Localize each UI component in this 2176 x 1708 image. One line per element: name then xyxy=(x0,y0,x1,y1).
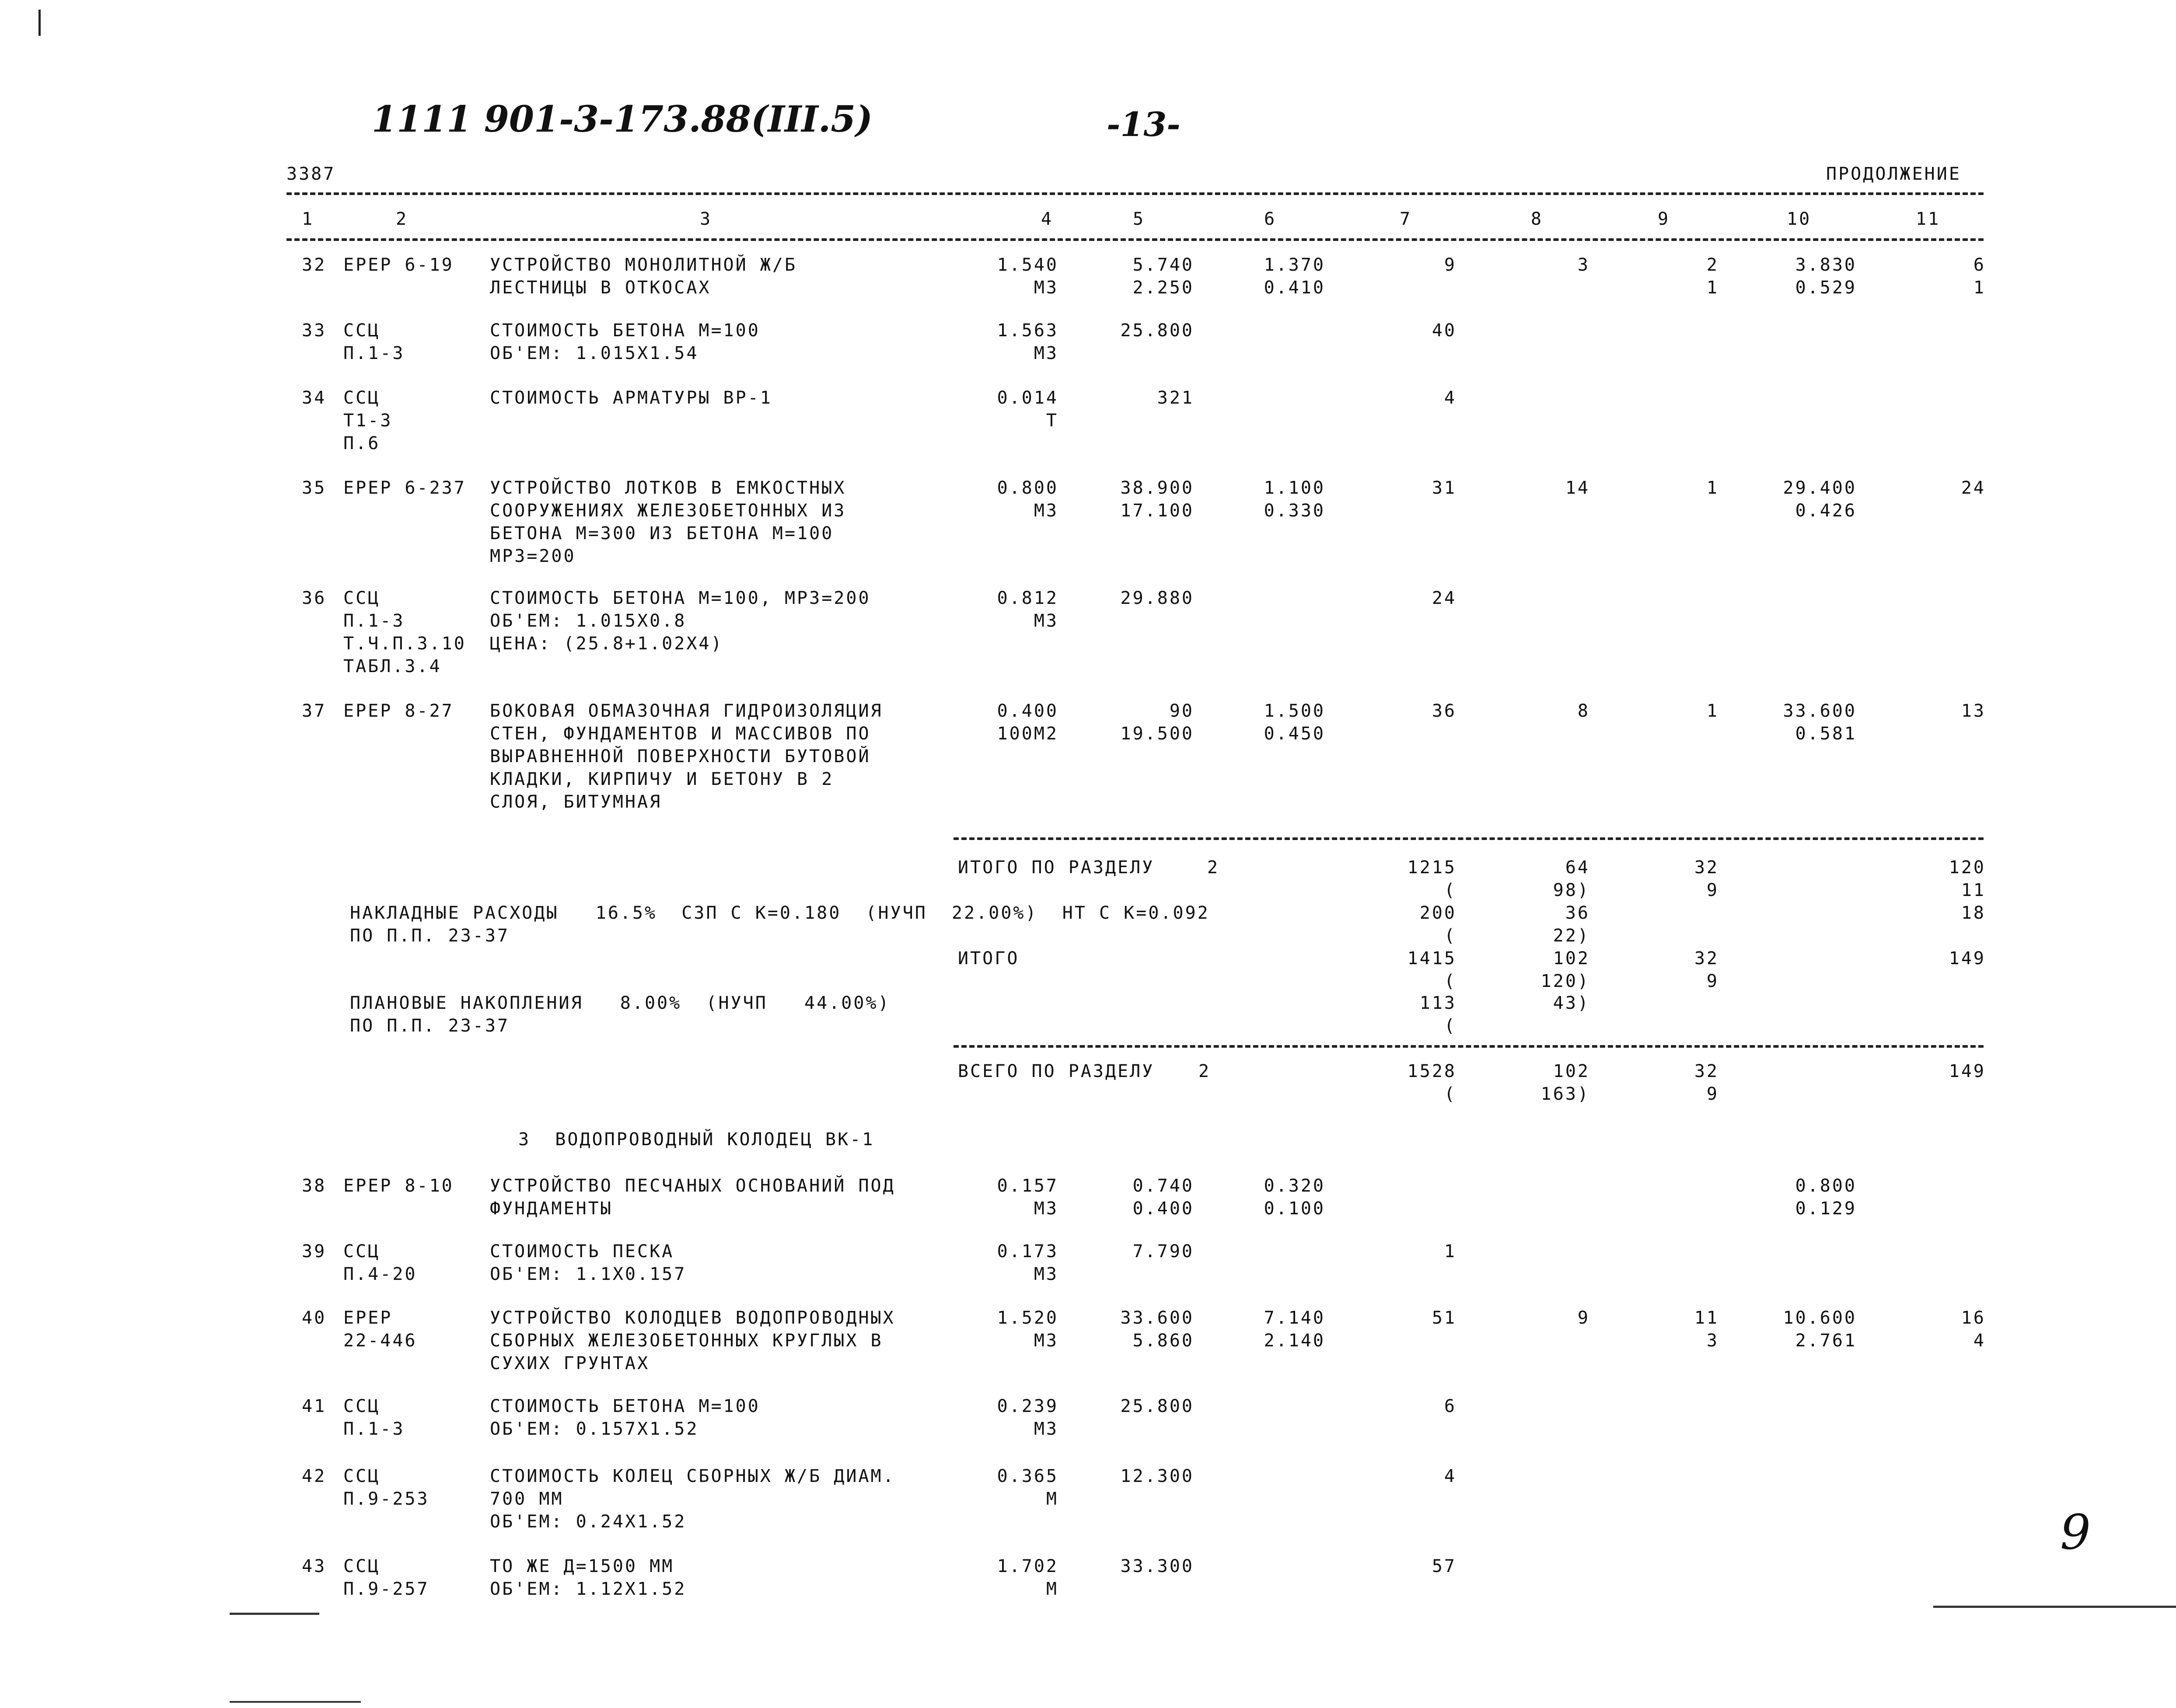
row-value-c10: 0.800 xyxy=(1795,1176,1857,1196)
vsego-num: 2 xyxy=(1198,1061,1211,1081)
itogo-value-c9: 9 xyxy=(1706,971,1719,991)
column-header-9: 9 xyxy=(1658,209,1670,229)
row-value-c4: М3 xyxy=(1034,343,1058,363)
row-description: КЛАДКИ, КИРПИЧУ И БЕТОНУ В 2 xyxy=(490,769,834,789)
row-description: УСТРОЙСТВО КОЛОДЦЕВ ВОДОПРОВОДНЫХ xyxy=(490,1308,895,1328)
row-description: СБОРНЫХ ЖЕЛЕЗОБЕТОННЫХ КРУГЛЫХ В xyxy=(490,1331,883,1351)
row-value-c7: 24 xyxy=(1432,588,1456,608)
row-value-c6: 2.140 xyxy=(1264,1331,1325,1351)
row-value-c5: 90 xyxy=(1169,701,1194,721)
row-description: ОБ'ЕМ: 1.015X0.8 xyxy=(490,611,687,631)
row-code: ССЦ xyxy=(343,388,381,408)
row-value-c5: 7.790 xyxy=(1132,1241,1194,1262)
row-value-c4: М3 xyxy=(1034,611,1058,631)
row-value-c6: 0.450 xyxy=(1264,724,1325,744)
row-value-c6: 0.320 xyxy=(1264,1176,1325,1196)
row-value-c4: 100М2 xyxy=(997,724,1058,744)
row-value-c8: 9 xyxy=(1577,1308,1590,1328)
row-code: Т.Ч.П.3.10 xyxy=(343,634,466,654)
row-value-c10: 0.581 xyxy=(1795,724,1857,744)
row-value-c4: М3 xyxy=(1034,1419,1058,1439)
row-value-c6: 1.100 xyxy=(1264,478,1325,498)
row-value-c9: 11 xyxy=(1694,1308,1719,1328)
row-code: ССЦ xyxy=(343,588,381,608)
nakladnye-line-2: ПО П.П. 23-37 xyxy=(350,926,510,946)
row-number: 33 xyxy=(302,321,327,341)
itogo_razdel-value-c11: 11 xyxy=(1961,880,1986,900)
itogo-value-c9: 32 xyxy=(1694,948,1719,969)
row-description: ОБ'ЕМ: 1.12X1.52 xyxy=(490,1579,687,1599)
row-description: УСТРОЙСТВО ПЕСЧАНЫХ ОСНОВАНИЙ ПОД xyxy=(490,1176,895,1196)
row-value-c4: 1.520 xyxy=(997,1308,1058,1328)
row-value-c4: М3 xyxy=(1034,1199,1058,1219)
row-code: ССЦ xyxy=(343,321,381,341)
row-description: БОКОВАЯ ОБМАЗОЧНАЯ ГИДРОИЗОЛЯЦИЯ xyxy=(490,701,883,721)
row-number: 42 xyxy=(302,1466,327,1486)
row-code: ССЦ xyxy=(343,1556,381,1576)
column-header-6: 6 xyxy=(1264,209,1277,229)
planovye-value-c7: ( xyxy=(1444,1016,1456,1036)
vsego-value-c8: 163) xyxy=(1540,1084,1590,1104)
row-description: СТЕН, ФУНДАМЕНТОВ И МАССИВОВ ПО xyxy=(490,724,871,744)
row-number: 43 xyxy=(302,1556,327,1576)
margin-mark xyxy=(38,10,41,36)
column-header-2: 2 xyxy=(396,209,409,229)
itogo-value-c11: 149 xyxy=(1949,948,1986,969)
row-value-c11: 16 xyxy=(1961,1308,1986,1328)
column-header-11: 11 xyxy=(1916,209,1941,229)
vsego-value-c11: 149 xyxy=(1949,1061,1986,1081)
vsego-value-c9: 32 xyxy=(1694,1061,1719,1081)
vsego-value-c8: 102 xyxy=(1553,1061,1590,1081)
bottom-rule-right xyxy=(1933,1606,2176,1608)
nakladnye-value-c8: 22) xyxy=(1553,926,1590,946)
row-code: П.1-3 xyxy=(343,343,405,363)
doc-code: 1111 901-3-173.88(III.5) xyxy=(372,98,873,140)
row-code: Т1-3 xyxy=(343,411,393,431)
row-description: ФУНДАМЕНТЫ xyxy=(490,1199,613,1219)
row-description: ОБ'ЕМ: 0.157X1.52 xyxy=(490,1419,699,1439)
row-value-c10: 2.761 xyxy=(1795,1331,1857,1351)
row-value-c10: 0.426 xyxy=(1795,501,1857,521)
row-value-c5: 17.100 xyxy=(1120,501,1194,521)
row-description: СТОИМОСТЬ БЕТОНА М=100 xyxy=(490,321,760,341)
row-value-c6: 0.330 xyxy=(1264,501,1325,521)
row-number: 35 xyxy=(302,478,327,498)
row-code: ССЦ xyxy=(343,1241,381,1262)
planovye-value-c7: 113 xyxy=(1419,993,1456,1013)
column-header-7: 7 xyxy=(1400,209,1412,229)
row-value-c5: 0.400 xyxy=(1132,1199,1194,1219)
row-value-c4: 0.157 xyxy=(997,1176,1058,1196)
row-value-c9: 2 xyxy=(1706,255,1719,275)
row-value-c5: 25.800 xyxy=(1120,321,1194,341)
row-description: СТОИМОСТЬ ПЕСКА xyxy=(490,1241,674,1262)
row-value-c10: 33.600 xyxy=(1783,701,1857,721)
row-value-c10: 10.600 xyxy=(1783,1308,1857,1328)
row-value-c5: 0.740 xyxy=(1132,1176,1194,1196)
row-number: 38 xyxy=(302,1176,327,1196)
nakladnye-value-c11: 18 xyxy=(1961,903,1986,923)
row-description: СТОИМОСТЬ БЕТОНА М=100 xyxy=(490,1396,760,1416)
row-value-c4: М xyxy=(1046,1579,1058,1599)
row-value-c4: 0.014 xyxy=(997,388,1058,408)
row-value-c7: 1 xyxy=(1444,1241,1456,1262)
row-value-c5: 12.300 xyxy=(1120,1466,1194,1486)
row-value-c4: М3 xyxy=(1034,501,1058,521)
row-value-c6: 0.410 xyxy=(1264,278,1325,298)
nakladnye-value-c7: ( xyxy=(1444,926,1456,946)
row-value-c4: 0.239 xyxy=(997,1396,1058,1416)
row-description: ОБ'ЕМ: 1.015X1.54 xyxy=(490,343,699,363)
row-description: ЦЕНА: (25.8+1.02X4) xyxy=(490,634,723,654)
column-header-10: 10 xyxy=(1787,209,1812,229)
itogo-value-c7: 1415 xyxy=(1407,948,1456,969)
row-value-c8: 3 xyxy=(1577,255,1590,275)
row-number: 39 xyxy=(302,1241,327,1262)
itogo-label: ИТОГО xyxy=(958,948,1020,969)
vsego-value-c9: 9 xyxy=(1706,1084,1719,1104)
itogo_razdel-value-c8: 98) xyxy=(1553,880,1590,900)
row-description: ТО ЖЕ Д=1500 ММ xyxy=(490,1556,674,1576)
itogo-value-c8: 120) xyxy=(1540,971,1590,991)
row-code: ЕРЕР xyxy=(343,1308,393,1328)
row-value-c5: 25.800 xyxy=(1120,1396,1194,1416)
column-header-3: 3 xyxy=(700,209,713,229)
row-value-c6: 1.370 xyxy=(1264,255,1325,275)
sheet-number: 3387 xyxy=(286,164,336,184)
row-code: П.1-3 xyxy=(343,611,405,631)
row-value-c10: 0.129 xyxy=(1795,1199,1857,1219)
vsego-label: ВСЕГО ПО РАЗДЕЛУ xyxy=(958,1061,1155,1081)
row-value-c11: 1 xyxy=(1973,278,1986,298)
vsego-value-c7: 1528 xyxy=(1407,1061,1456,1081)
row-value-c9: 3 xyxy=(1706,1331,1719,1351)
row-value-c7: 9 xyxy=(1444,255,1456,275)
row-value-c7: 36 xyxy=(1432,701,1456,721)
row-value-c6: 0.100 xyxy=(1264,1199,1325,1219)
row-value-c6: 1.500 xyxy=(1264,701,1325,721)
planovye-line-1: ПЛАНОВЫЕ НАКОПЛЕНИЯ 8.00% (НУЧП 44.00%) xyxy=(350,993,891,1013)
row-description: СТОИМОСТЬ БЕТОНА М=100, МРЗ=200 xyxy=(490,588,871,608)
row-value-c7: 31 xyxy=(1432,478,1456,498)
row-code: ЕРЕР 6-237 xyxy=(343,478,466,498)
header-rule-top xyxy=(286,192,1984,195)
row-value-c5: 29.880 xyxy=(1120,588,1194,608)
column-header-8: 8 xyxy=(1531,209,1544,229)
itogo-razdel-label: ИТОГО ПО РАЗДЕЛУ xyxy=(958,857,1155,878)
row-value-c11: 13 xyxy=(1961,701,1986,721)
row-value-c5: 321 xyxy=(1157,388,1194,408)
row-value-c7: 4 xyxy=(1444,1466,1456,1486)
row-value-c7: 40 xyxy=(1432,321,1456,341)
row-description: БЕТОНА М=300 ИЗ БЕТОНА М=100 xyxy=(490,523,834,544)
row-value-c9: 1 xyxy=(1706,701,1719,721)
row-value-c4: 0.400 xyxy=(997,701,1058,721)
row-value-c9: 1 xyxy=(1706,278,1719,298)
row-code: ССЦ xyxy=(343,1396,381,1416)
row-code: ТАБЛ.3.4 xyxy=(343,656,442,676)
row-number: 37 xyxy=(302,701,327,721)
row-value-c5: 2.250 xyxy=(1132,278,1194,298)
row-description: УСТРОЙСТВО МОНОЛИТНОЙ Ж/Б xyxy=(490,255,797,275)
row-description: СТОИМОСТЬ КОЛЕЦ СБОРНЫХ Ж/Б ДИАМ. xyxy=(490,1466,895,1486)
row-value-c5: 33.600 xyxy=(1120,1308,1194,1328)
row-value-c10: 3.830 xyxy=(1795,255,1857,275)
column-header-5: 5 xyxy=(1133,209,1146,229)
nakladnye-value-c8: 36 xyxy=(1565,903,1590,923)
row-value-c4: М xyxy=(1046,1489,1058,1509)
row-value-c10: 0.529 xyxy=(1795,278,1857,298)
row-value-c4: М3 xyxy=(1034,278,1058,298)
row-value-c6: 7.140 xyxy=(1264,1308,1325,1328)
row-description: ОБ'ЕМ: 0.24X1.52 xyxy=(490,1512,687,1532)
row-number: 34 xyxy=(302,388,327,408)
row-value-c9: 1 xyxy=(1706,478,1719,498)
row-value-c4: М3 xyxy=(1034,1264,1058,1284)
header-rule-bottom xyxy=(286,238,1984,241)
row-value-c5: 33.300 xyxy=(1120,1556,1194,1576)
row-value-c5: 19.500 xyxy=(1120,724,1194,744)
itogo_razdel-value-c7: 1215 xyxy=(1407,857,1456,878)
row-code: П.9-257 xyxy=(343,1579,430,1599)
planovye-line-2: ПО П.П. 23-37 xyxy=(350,1016,510,1036)
row-value-c4: Т xyxy=(1046,411,1058,431)
itogo_razdel-value-c8: 64 xyxy=(1565,857,1590,878)
vsego-value-c7: ( xyxy=(1444,1084,1456,1104)
row-code: ЕРЕР 6-19 xyxy=(343,255,454,275)
row-description: СЛОЯ, БИТУМНАЯ xyxy=(490,792,662,812)
row-code: ЕРЕР 8-10 xyxy=(343,1176,454,1196)
row-number: 36 xyxy=(302,588,327,608)
nakladnye-line-1: НАКЛАДНЫЕ РАСХОДЫ 16.5% СЗП С К=0.180 (НУЧП 22.00%) НТ С К=0.092 xyxy=(350,903,1210,923)
row-description: СООРУЖЕНИЯХ ЖЕЛЕЗОБЕТОННЫХ ИЗ xyxy=(490,501,846,521)
row-value-c8: 14 xyxy=(1565,478,1590,498)
bottom-rule-edge xyxy=(230,1701,361,1703)
row-value-c4: 0.365 xyxy=(997,1466,1058,1486)
row-value-c10: 29.400 xyxy=(1783,478,1857,498)
row-value-c8: 8 xyxy=(1577,701,1590,721)
planovye-value-c8: 43) xyxy=(1553,993,1590,1013)
row-description: СУХИХ ГРУНТАХ xyxy=(490,1353,650,1373)
row-number: 32 xyxy=(302,255,327,275)
row-value-c5: 38.900 xyxy=(1120,478,1194,498)
row-description: УСТРОЙСТВО ЛОТКОВ В ЕМКОСТНЫХ xyxy=(490,478,846,498)
itogo-value-c7: ( xyxy=(1444,971,1456,991)
row-code: П.1-3 xyxy=(343,1419,405,1439)
row-number: 40 xyxy=(302,1308,327,1328)
row-value-c11: 24 xyxy=(1961,478,1986,498)
row-value-c4: М3 xyxy=(1034,1331,1058,1351)
nakladnye-value-c7: 200 xyxy=(1419,903,1456,923)
row-value-c7: 4 xyxy=(1444,388,1456,408)
row-description: СТОИМОСТЬ АРМАТУРЫ ВР-1 xyxy=(490,388,772,408)
totals-rule-1 xyxy=(954,837,1984,840)
row-value-c4: 0.173 xyxy=(997,1241,1058,1262)
row-description: МРЗ=200 xyxy=(490,546,576,566)
page-mark: 9 xyxy=(2060,1504,2091,1560)
bottom-rule-left xyxy=(230,1613,319,1615)
row-code: П.9-253 xyxy=(343,1489,430,1509)
row-value-c4: 1.563 xyxy=(997,321,1058,341)
continuation-label: ПРОДОЛЖЕНИЕ xyxy=(1826,164,1961,184)
itogo_razdel-value-c7: ( xyxy=(1444,880,1456,900)
column-header-1: 1 xyxy=(302,209,314,229)
itogo-razdel-num: 2 xyxy=(1207,857,1220,878)
itogo_razdel-value-c9: 32 xyxy=(1694,857,1719,878)
row-code: П.4-20 xyxy=(343,1264,417,1284)
row-description: 700 ММ xyxy=(490,1489,564,1509)
row-value-c7: 51 xyxy=(1432,1308,1456,1328)
itogo_razdel-value-c9: 9 xyxy=(1706,880,1719,900)
section-3-title: 3 ВОДОПРОВОДНЫЙ КОЛОДЕЦ ВК-1 xyxy=(518,1129,875,1150)
row-value-c4: 0.812 xyxy=(997,588,1058,608)
totals-rule-2 xyxy=(954,1045,1984,1048)
row-value-c4: 1.702 xyxy=(997,1556,1058,1576)
row-code: 22-446 xyxy=(343,1331,417,1351)
row-value-c7: 57 xyxy=(1432,1556,1456,1576)
row-value-c7: 6 xyxy=(1444,1396,1456,1416)
row-code: ЕРЕР 8-27 xyxy=(343,701,454,721)
row-value-c4: 0.800 xyxy=(997,478,1058,498)
row-value-c4: 1.540 xyxy=(997,255,1058,275)
column-header-4: 4 xyxy=(1041,209,1054,229)
row-value-c5: 5.740 xyxy=(1132,255,1194,275)
page-number: -13- xyxy=(1107,105,1181,144)
row-code: П.6 xyxy=(343,433,381,453)
row-code: ССЦ xyxy=(343,1466,381,1486)
itogo_razdel-value-c11: 120 xyxy=(1949,857,1986,878)
row-description: ВЫРАВНЕННОЙ ПОВЕРХНОСТИ БУТОВОЙ xyxy=(490,746,871,767)
row-number: 41 xyxy=(302,1396,327,1416)
row-description: ОБ'ЕМ: 1.1X0.157 xyxy=(490,1264,687,1284)
row-value-c11: 6 xyxy=(1973,255,1986,275)
row-value-c5: 5.860 xyxy=(1132,1331,1194,1351)
itogo-value-c8: 102 xyxy=(1553,948,1590,969)
row-description: ЛЕСТНИЦЫ В ОТКОСАХ xyxy=(490,278,711,298)
row-value-c11: 4 xyxy=(1973,1331,1986,1351)
